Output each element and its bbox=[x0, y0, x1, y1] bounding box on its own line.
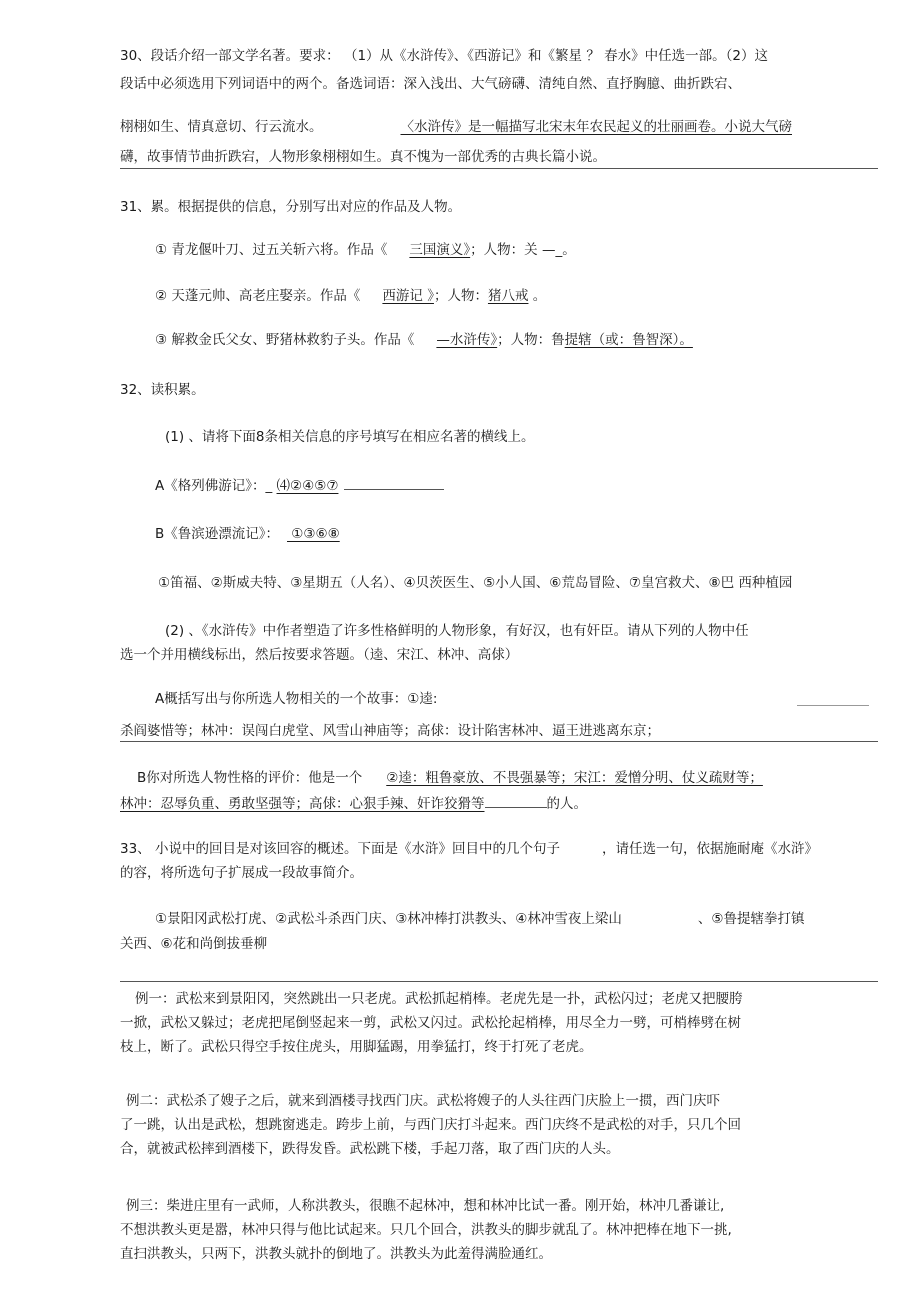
example-3-line-2: 不想洪教头更是嚣，林冲只得与他比试起来。只几个回合，洪教头的脚步就乱了。林冲把棒在地下一挑, bbox=[120, 1222, 732, 1238]
example-1-line-2: 一掀，武松又躲过；老虎把尾倒竖起来一剪，武松又闪过。武松抡起梢棒，用尽全力一劈，可梢棒劈在树 bbox=[120, 1015, 741, 1031]
q31-item-1 bbox=[155, 241, 576, 259]
q33-options-1 bbox=[155, 910, 805, 928]
q32-b2-line-2 bbox=[120, 795, 587, 813]
q31-item-2 bbox=[155, 287, 546, 305]
q32-a2-rule bbox=[120, 741, 878, 742]
q33-options-1a: ①景阳冈武松打虎、②武松斗杀西门庆、③林冲棒打洪教头、④林冲雪夜上梁山 bbox=[155, 911, 622, 927]
q33-line-2: 的容，将所选句子扩展成一段故事简介。 bbox=[120, 865, 363, 881]
q31-title: 31、累。根据提供的信息，分别写出对应的作品及人物。 bbox=[120, 199, 462, 215]
q30-line-1: 30、段话介绍一部文学名著。要求： （1）从《水浒传》、《西游记》和《繁星 ？ 春水》中任选一部。（2）这 bbox=[120, 48, 768, 64]
q33-options-1b: 、⑤鲁提辖拳打镇 bbox=[697, 911, 805, 927]
q31-item-2-suffix: 。 bbox=[528, 288, 547, 304]
q32-b2-answer-1: ②逵：粗鲁豪放、不畏强暴等；宋江：爱憎分明、仗义疏财等； bbox=[386, 770, 763, 786]
q32-options: ①笛福、②斯威夫特、③星期五（人名）、④贝茨医生、⑤小人国、⑥荒岛冒险、⑦皇宫救犬、⑧巴 西种植园 bbox=[158, 575, 793, 591]
q32-a-answer: ⑷②④⑤⑦ bbox=[276, 478, 339, 494]
q31-item-2-prefix: ② 天蓬元帅、高老庄娶亲。作品《 bbox=[155, 288, 361, 304]
q32-b2-blank bbox=[485, 795, 547, 808]
q31-item-2-person: 猪八戒 bbox=[487, 288, 529, 304]
q32-a-line bbox=[155, 477, 444, 495]
q31-item-3-work: —水浒传》 bbox=[436, 332, 498, 348]
q32-a-blank bbox=[344, 477, 444, 490]
q32-b2-suffix: 的人。 bbox=[546, 796, 587, 812]
q32-sub-1: (1) 、请将下面8条相关信息的序号填写在相应名著的横线上。 bbox=[165, 429, 535, 445]
q33-options-2: 关西、⑥花和尚倒拔垂柳 bbox=[120, 936, 268, 952]
q30-answer-part-1: 〈水浒传》是一幅描写北宋末年农民起义的壮丽画卷。小说大气磅 bbox=[400, 119, 792, 135]
q31-item-3-person: 提辖（或：鲁智深）。 bbox=[564, 332, 693, 348]
q33-line-1a: 33、 小说中的回目是对该回容的概述。下面是《水浒》回目中的几个句子 bbox=[120, 841, 560, 857]
q33-answer-rule bbox=[120, 981, 878, 982]
example-1-line-3: 枝上，断了。武松只得空手按住虎头，用脚猛踢，用拳猛打，终于打死了老虎。 bbox=[120, 1039, 593, 1055]
example-3-line-3: 直扫洪教头，只两下，洪教头就扑的倒地了。洪教头为此羞得满脸通红。 bbox=[120, 1246, 552, 1262]
q31-item-1-person: —_。 bbox=[541, 242, 576, 258]
example-3-line-1: 例三：柴进庄里有一武师，人称洪教头，很瞧不起林冲，想和林冲比试一番。刚开始，林冲几番谦让, bbox=[126, 1198, 725, 1214]
q31-item-2-mid: ；人物： bbox=[433, 288, 488, 304]
q32-b2-answer-2: 林冲：忍辱负重、勇敢坚强等；高俅：心狠手辣、奸诈狡猾等 bbox=[120, 796, 485, 812]
q30-line-3-prefix: 栩栩如生、情真意切、行云流水。 bbox=[120, 119, 323, 135]
q32-b-answer: ①③⑥⑧ bbox=[287, 526, 340, 542]
q30-line-2: 段话中必须选用下列词语中的两个。备选词语：深入浅出、大气磅礴、清纯自然、直抒胸臆、曲折跌宕、 bbox=[120, 76, 741, 92]
q32-sub-2-line-2: 选一个并用横线标出，然后按要求答题。（逵、宋江、林冲、高俅） bbox=[120, 647, 519, 663]
q31-item-1-prefix: ① 青龙偃叶刀、过五关斩六将。作品《 bbox=[155, 242, 388, 258]
q30-answer-part-2: 礴，故事情节曲折跌宕，人物形象栩栩如生。真不愧为一部优秀的古典长篇小说。 bbox=[120, 149, 606, 165]
example-2-line-3: 合，就被武松摔到酒楼下，跌得发昏。武松跳下楼，手起刀落，取了西门庆的人头。 bbox=[120, 1141, 620, 1157]
q32-b-line bbox=[155, 525, 340, 543]
q30-line-3 bbox=[120, 118, 792, 136]
q32-a2-answer: 杀阎婆惜等；林冲：误闯白虎堂、风雪山神庙等；高俅：设计陷害林冲、逼王进逃离东京； bbox=[120, 723, 660, 739]
q32-a2-label: A概括写出与你所选人物相关的一个故事：①逵: bbox=[155, 691, 438, 707]
q32-b-label: B《鲁滨逊漂流记》： bbox=[155, 526, 280, 542]
q32-b2-label: B你对所选人物性格的评价：他是一个 bbox=[137, 770, 363, 786]
example-2-line-2: 了一跳，认出是武松，想跳窗逃走。跨步上前，与西门庆打斗起来。西门庆终不是武松的对手，只几个回 bbox=[120, 1117, 741, 1133]
q31-item-3-prefix: ③ 解救金氏父女、野猪林救豹子头。作品《 bbox=[155, 332, 415, 348]
example-1-line-1: 例一：武松来到景阳冈，突然跳出一只老虎。武松抓起梢棒。老虎先是一扑，武松闪过；老虎又把腰胯 bbox=[135, 991, 743, 1007]
q31-item-1-mid: ；人物：关 bbox=[470, 242, 542, 258]
q32-a2-blank bbox=[797, 705, 869, 706]
q32-a-label: A《格列佛游记》：_ bbox=[155, 478, 277, 494]
q32-b2-line-1 bbox=[137, 769, 763, 787]
q32-title: 32、读积累。 bbox=[120, 382, 205, 398]
q33-line-1 bbox=[120, 840, 818, 858]
example-2-line-1: 例二：武松杀了嫂子之后，就来到酒楼寻找西门庆。武松将嫂子的人头往西门庆脸上一掼，西门庆吓 bbox=[126, 1093, 720, 1109]
q31-item-1-work: 三国演义》 bbox=[409, 242, 471, 258]
q33-line-1b: ，请任选一句，依据施耐庵《水浒》 bbox=[601, 841, 818, 857]
q31-item-3-mid: ；人物：鲁 bbox=[497, 332, 565, 348]
q31-item-2-work: 西游记 》 bbox=[382, 288, 434, 304]
q32-sub-2-line-1: (2) 、《水浒传》中作者塑造了许多性格鲜明的人物形象，有好汉，也有奸臣。请从下列的人物中任 bbox=[165, 623, 749, 639]
q31-item-3 bbox=[155, 331, 693, 349]
q30-answer-rule bbox=[120, 168, 878, 169]
